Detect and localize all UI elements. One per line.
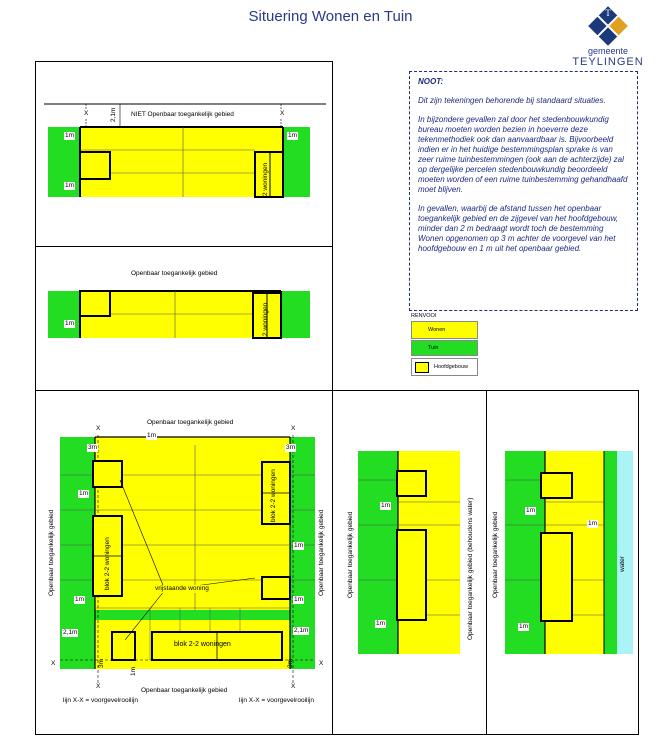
panel3-lijn-right: lijn X-X = voorgevelrooilijn <box>239 697 314 704</box>
legend-hoofdgebouw-label: Hoofdgebouw <box>434 364 468 370</box>
logo-line-1: gemeente <box>587 46 629 56</box>
panel3-x-ml: X <box>51 660 56 667</box>
panel3-lijn-left: lijn X-X = voorgevelrooilijn <box>63 697 138 704</box>
panel3-1m-l1: 1m <box>79 490 89 497</box>
panel5-water-label: water <box>619 556 626 572</box>
panel3-block-bottom: blok 2-2 woningen <box>174 641 231 648</box>
noot-box <box>409 71 638 311</box>
panel3-2-1m-l: 2,1m <box>63 629 78 636</box>
noot-paragraph-2: In bijzondere gevallen zal door het stedenbouwkundig bureau moeten worden bezien in hoeverre deze tekenmethodiek ook dan aanvaardbaar is. Bijvoorbeeld indien er in het huidige bestemmingsplan sprake is van zeer ruime tuinbestemmingen (ook aan de achterzijde) zal op dergelijke percelen stedenbouwkundig beoordeeld moeten worden of een ruime tuinbestemming gehandhaafd moet blijven. <box>418 115 628 194</box>
legend-wonen-label: Wonen <box>428 327 446 333</box>
panel1-1m-tl: 1m <box>65 132 75 139</box>
panel3-block-right: blok 2-2 woningen <box>270 469 277 522</box>
panel3-3m-tl: 3m <box>88 444 98 451</box>
panel1-x-left: X <box>84 110 89 117</box>
panel5-1m-bottom: 1m <box>519 623 529 630</box>
panel3-3m-br: 3m <box>287 658 294 668</box>
noot-heading: NOOT: <box>418 77 444 86</box>
panel3-openbaar-bottom: Openbaar toegankelijk gebied <box>141 687 228 694</box>
panel3-openbaar-top: Openbaar toegankelijk gebied <box>147 419 234 426</box>
panel3-x-tl: X <box>96 425 101 432</box>
panel1-dim-2-1m: 2,1m <box>110 107 117 122</box>
panel3-1m-l2: 1m <box>75 596 85 603</box>
panel1-block-label: 2 woningen <box>262 162 269 196</box>
panel3-1m-r1: 1m <box>294 542 304 549</box>
panel4-1m-top: 1m <box>381 502 391 509</box>
panel5-1m-right: 1m <box>588 520 598 527</box>
panel3-1m-top: 1m <box>147 432 157 439</box>
panel1-1m-bl: 1m <box>65 182 75 189</box>
panel5-openbaar-left: Openbaar toegankelijk gebied <box>492 511 499 598</box>
legend-hoofdgebouw-swatch <box>415 362 429 373</box>
panel3-3m-bl: 3m <box>98 658 105 668</box>
panel-4-drawing <box>358 451 460 654</box>
panel3-x-tr: X <box>291 425 296 432</box>
logo-line-2: TEYLINGEN <box>572 56 644 68</box>
panel4-openbaar-water: Openbaar toegankelijk gebied (behoudens water) <box>467 497 474 640</box>
noot-paragraph-1: Dit zijn tekeningen behorende bij standaard situaties. <box>418 96 606 105</box>
panel3-openbaar-left: Openbaar toegankelijk gebied <box>48 509 55 596</box>
panel1-niet-openbaar-label: NIET Openbaar toegankelijk gebied <box>131 111 234 118</box>
panel3-x-mr: X <box>319 660 324 667</box>
panel1-1m-tr: 1m <box>288 132 298 139</box>
panel3-1m-b: 1m <box>130 666 137 676</box>
panel4-1m-bottom: 1m <box>376 620 386 627</box>
panel3-3m-tr: 3m <box>286 444 296 451</box>
legend-tuin-label: Tuin <box>428 345 439 351</box>
panel5-1m-top: 1m <box>526 507 536 514</box>
panel3-block-left: blok 2-2 woningen <box>104 537 111 590</box>
svg-text:T: T <box>605 8 611 18</box>
legend-title: RENVOOI <box>411 313 437 319</box>
panel4-openbaar-left: Openbaar toegankelijk gebied <box>347 511 354 598</box>
panel3-openbaar-right: Openbaar toegankelijk gebied <box>318 509 325 596</box>
panel-3-drawing <box>60 425 315 690</box>
panel2-openbaar-label: Openbaar toegankelijk gebied <box>131 270 218 277</box>
panel3-2-1m-r: 2,1m <box>294 627 309 634</box>
page-title: Situering Wonen en Tuin <box>248 8 413 25</box>
panel3-vrijstaande-label: vrijstaande woning <box>155 585 209 592</box>
panel3-x-br: X <box>291 683 296 690</box>
panel1-x-right: X <box>280 110 285 117</box>
noot-paragraph-3: In gevallen, waarbij de afstand tussen het openbaar toegankelijk gebied en de zijgevel van het hoofdgebouw, minder dan 2 m bedraagt wordt toch de bestemming Wonen opgenomen op 3 m achter de voorgevel van het hoofdgebouw en 1 m uit het openbaar gebied. <box>418 204 619 253</box>
panel3-x-bl: X <box>96 683 101 690</box>
panel2-1m: 1m <box>65 320 75 327</box>
panel2-block-label: 2 woningen <box>262 302 269 336</box>
panel3-1m-r2: 1m <box>294 596 304 603</box>
legend-tuin-swatch <box>411 340 478 356</box>
panel-2-drawing <box>48 291 310 338</box>
